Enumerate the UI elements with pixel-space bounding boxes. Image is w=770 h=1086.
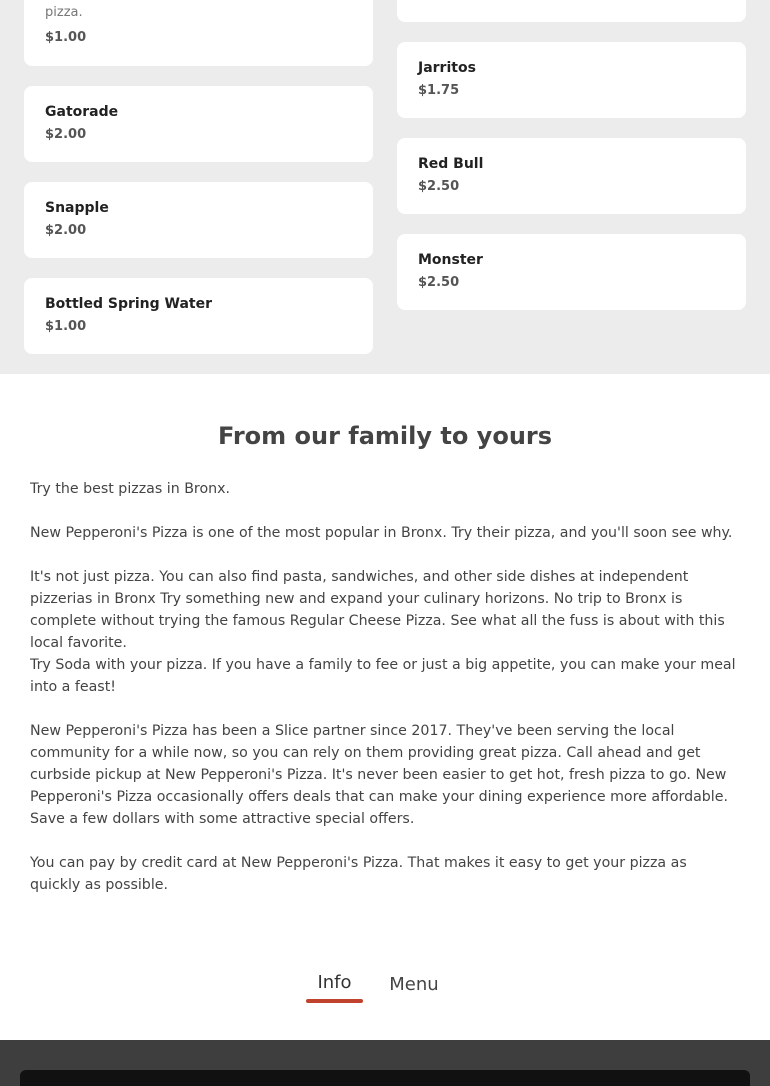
menu-item-name: Red Bull <box>418 156 484 172</box>
menu-item-price: $2.50 <box>418 179 460 194</box>
info-paragraph: Try Soda with your pizza. If you have a family to fee or just a big appetite, you can make your meal into a feast! <box>30 657 736 695</box>
tab-menu[interactable]: Menu <box>389 974 439 995</box>
menu-item-price: $2.50 <box>418 275 460 290</box>
menu-item-price: $1.75 <box>418 83 460 98</box>
footer <box>0 1040 770 1086</box>
menu-item-price: $2.00 <box>45 223 87 238</box>
tab-info[interactable]: Info <box>317 972 352 993</box>
info-paragraph: It's not just pizza. You can also find pasta, sandwiches, and other side dishes at independent pizzerias in Bronx Try something new and expand your culinary horizons. No trip to Bronx is complete without trying the famous Regular Cheese Pizza. See what all the fuss is about with this local favorite. <box>30 569 725 651</box>
menu-item-price: $1.00 <box>45 30 87 45</box>
footer-bar <box>20 1070 750 1086</box>
info-paragraph: Try the best pizzas in Bronx. <box>30 481 231 497</box>
info-paragraph: New Pepperoni's Pizza is one of the most popular in Bronx. Try their pizza, and you'll soon see why. <box>30 525 733 541</box>
menu-item-soda[interactable] <box>24 0 373 66</box>
menu-item-price: $1.00 <box>45 319 87 334</box>
menu-item-snapple[interactable] <box>24 182 373 258</box>
menu-item-name: Monster <box>418 252 483 268</box>
info-paragraph: New Pepperoni's Pizza has been a Slice partner since 2017. They've been serving the local community for a while now, so you can rely on them providing great pizza. Call ahead and get curbside pickup at New Pepperoni's Pizza. It's never been easier to get hot, fresh pizza to go. New Pepperoni's Pizza occasionally offers deals that can make your dining experience more affordable. Save a few dollars with some attractive special offers. <box>30 723 728 827</box>
menu-item-name: Snapple <box>45 200 109 216</box>
menu-item-jarritos[interactable] <box>397 42 746 118</box>
menu-item-monster[interactable] <box>397 234 746 310</box>
menu-item-partial[interactable] <box>397 0 746 22</box>
menu-item-name: Gatorade <box>45 104 119 120</box>
menu-item-description: pizza. <box>45 5 83 20</box>
menu-item-bottled-water[interactable] <box>24 278 373 354</box>
tab-active-indicator <box>306 999 363 1003</box>
menu-item-red-bull[interactable] <box>397 138 746 214</box>
menu-item-price: $2.00 <box>45 127 87 142</box>
menu-item-name: Bottled Spring Water <box>45 296 213 312</box>
info-paragraph: You can pay by credit card at New Pepperoni's Pizza. That makes it easy to get your pizza as quickly as possible. <box>30 855 687 893</box>
menu-section <box>0 0 770 374</box>
info-title: From our family to yours <box>217 422 553 450</box>
menu-item-name: Jarritos <box>418 60 476 76</box>
menu-item-gatorade[interactable] <box>24 86 373 162</box>
